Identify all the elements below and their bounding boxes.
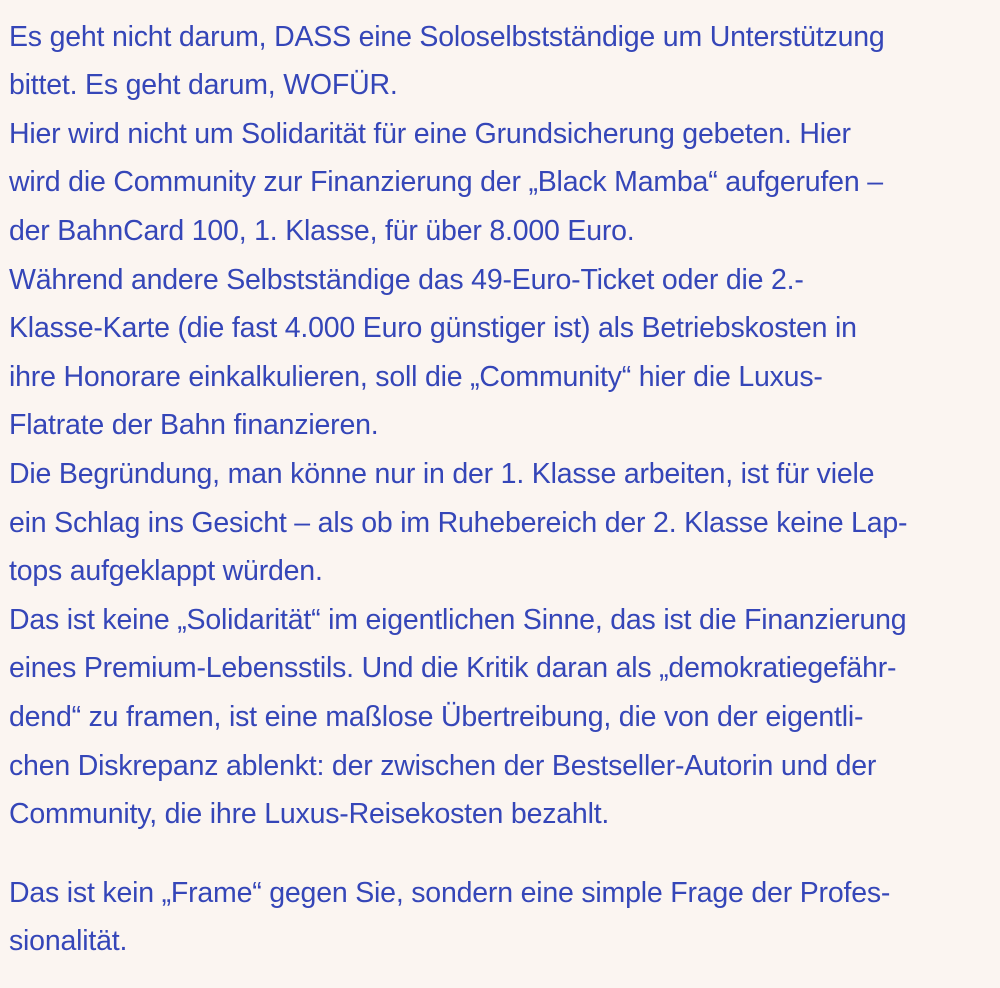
paragraph-3 xyxy=(9,256,999,450)
text-line: Es geht nicht darum, DASS eine Soloselbstständige um Unterstützung xyxy=(9,20,885,53)
text-line: Das ist kein „Frame“ gegen Sie, sondern eine simple Frage der Profes- xyxy=(9,876,891,909)
text-line: ein Schlag ins Gesicht – als ob im Ruhebereich der 2. Klasse keine Lap- xyxy=(9,506,908,539)
paragraph-5 xyxy=(9,596,999,839)
text-line: Klasse-Karte (die fast 4.000 Euro günstiger ist) als Betriebskosten in xyxy=(9,312,857,345)
text-line: ihre Honorare einkalkulieren, soll die „Community“ hier die Luxus- xyxy=(9,360,823,393)
text-line: der BahnCard 100, 1. Klasse, für über 8.000 Euro. xyxy=(9,214,635,247)
text-line: bittet. Es geht darum, WOFÜR. xyxy=(9,69,398,102)
cut-off-line xyxy=(9,0,999,13)
paragraph-4 xyxy=(9,450,999,596)
text-line: tops aufgeklappt würden. xyxy=(9,555,323,588)
text-line: Flatrate der Bahn finanzieren. xyxy=(9,409,379,442)
text-line: sionalität. xyxy=(9,925,128,958)
paragraph-2 xyxy=(9,110,999,256)
text-line: eines Premium-Lebensstils. Und die Kritik daran als „demokratiegefähr- xyxy=(9,652,897,685)
text-line: chen Diskrepanz ablenkt: der zwischen der Bestseller-Autorin und der xyxy=(9,749,877,782)
text-line: Das ist keine „Solidarität“ im eigentlichen Sinne, das ist die Finanzierung xyxy=(9,603,907,636)
text-line: wird die Community zur Finanzierung der „Black Mamba“ aufgerufen – xyxy=(9,166,883,199)
paragraph-1 xyxy=(9,13,999,110)
post-text-body xyxy=(9,0,999,966)
text-line: Die Begründung, man könne nur in der 1. Klasse arbeiten, ist für viele xyxy=(9,457,875,490)
paragraph-6 xyxy=(9,869,999,966)
text-line: Während andere Selbstständige das 49-Euro-Ticket oder die 2.- xyxy=(9,263,804,296)
text-line: Hier wird nicht um Solidarität für eine Grundsicherung gebeten. Hier xyxy=(9,117,851,150)
text-line: Community, die ihre Luxus-Reisekosten bezahlt. xyxy=(9,798,610,831)
paragraph-spacer xyxy=(9,839,999,869)
text-line: dend“ zu framen, ist eine maßlose Übertreibung, die von der eigentli- xyxy=(9,700,864,733)
